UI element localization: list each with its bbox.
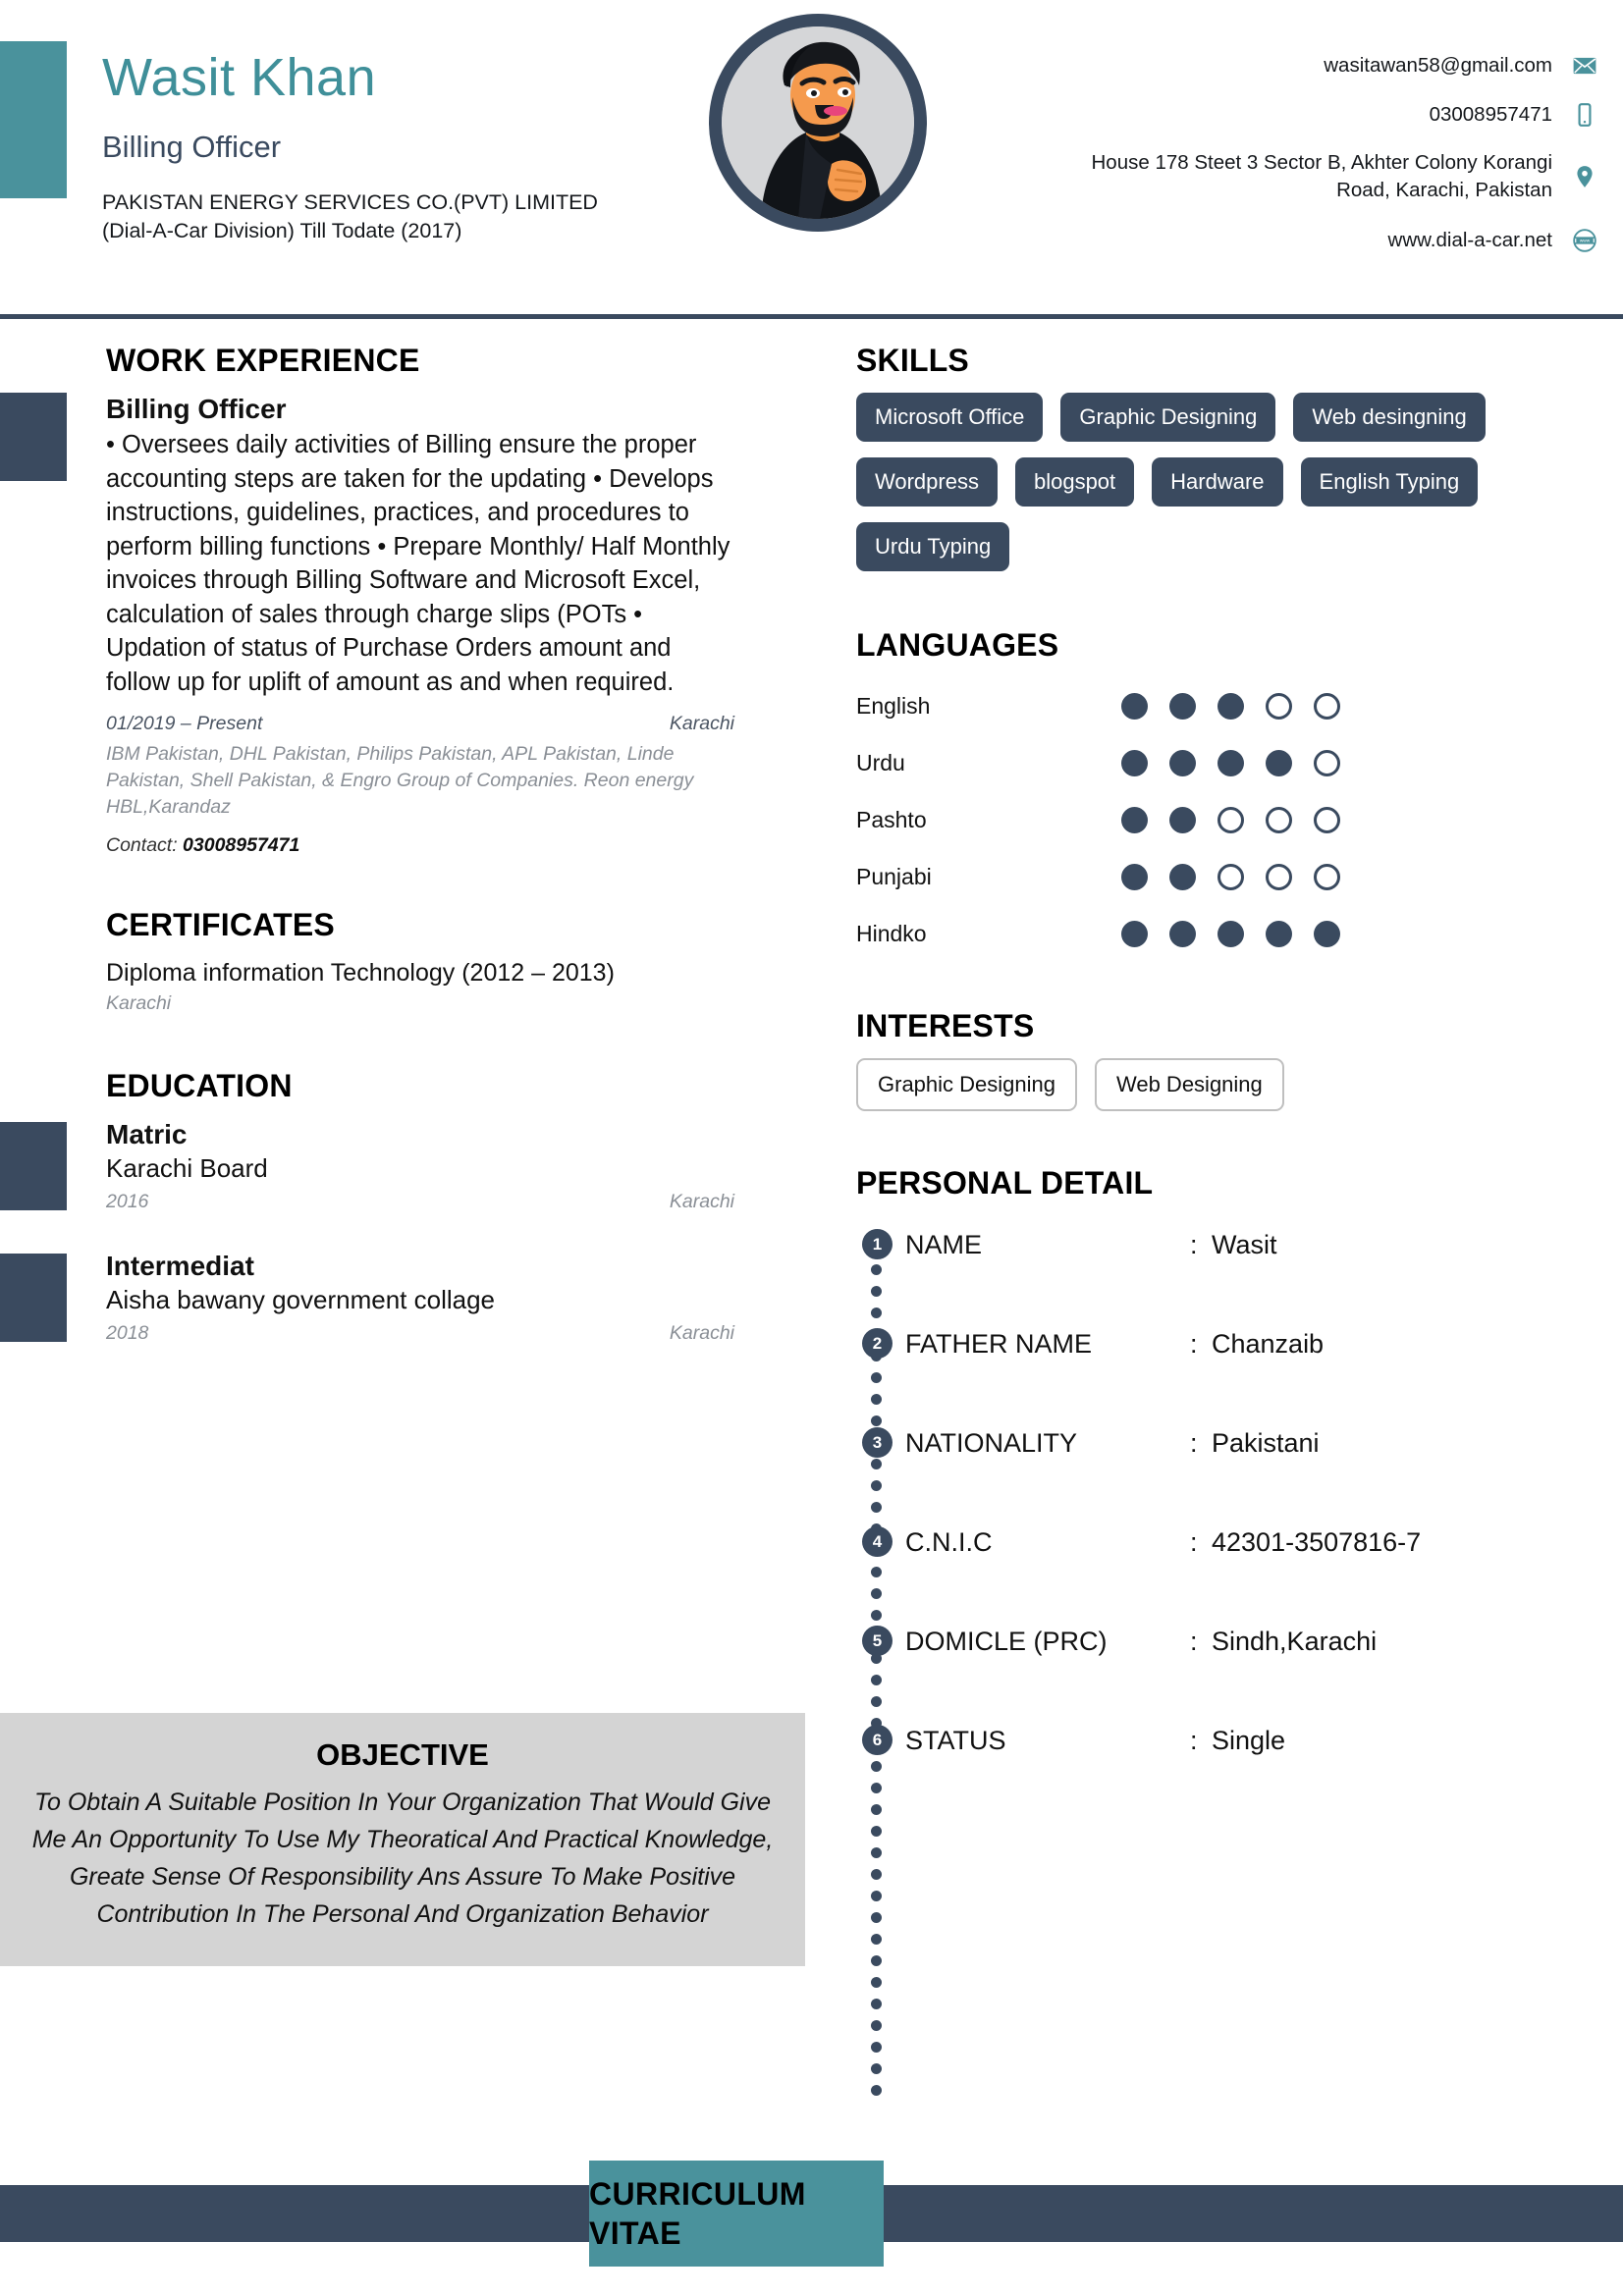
interests-section	[856, 1007, 1602, 1111]
certificates-heading: CERTIFICATES	[106, 907, 335, 942]
skills-chip-list	[856, 393, 1583, 571]
education-item	[0, 1118, 815, 1214]
job-contact	[106, 832, 709, 859]
avatar-illustration-icon	[722, 27, 914, 219]
job-title: Billing Officer	[106, 394, 287, 424]
avatar-photo	[722, 27, 914, 219]
personal-detail-separator: :	[1190, 1329, 1198, 1359]
left-column	[0, 342, 815, 1346]
language-name: English	[856, 693, 931, 719]
certificates-section	[0, 906, 815, 1016]
envelope-icon	[1570, 51, 1599, 80]
language-name: Hindko	[856, 921, 927, 946]
contact-email-row[interactable]	[1010, 51, 1599, 80]
languages-heading: LANGUAGES	[856, 627, 1059, 663]
personal-detail-section	[856, 1164, 1602, 1784]
language-name: Punjabi	[856, 864, 932, 889]
job-period-row	[106, 711, 734, 737]
skill-chip[interactable]: Urdu Typing	[856, 522, 1009, 571]
job-clients: IBM Pakistan, DHL Pakistan, Philips Pakistan, APL Pakistan, Linde Pakistan, Shell Pakistan, & Engro Group of Companies. Reon energy HBL,Karandaz	[106, 743, 694, 818]
skill-chip[interactable]: Hardware	[1152, 457, 1282, 507]
language-rating	[1121, 750, 1340, 776]
language-row	[856, 848, 1602, 905]
contact-website-row[interactable]	[1010, 226, 1599, 255]
education-heading: EDUCATION	[106, 1068, 293, 1103]
step-number-badge: 4	[862, 1526, 893, 1557]
mobile-icon	[1570, 100, 1599, 130]
personal-detail-row	[856, 1725, 1602, 1784]
education-degree: Intermediat	[106, 1251, 254, 1281]
personal-detail-label: FATHER NAME	[905, 1329, 1093, 1359]
personal-detail-separator: :	[1190, 1230, 1198, 1259]
skill-chip[interactable]: Graphic Designing	[1060, 393, 1275, 442]
personal-detail-label: NATIONALITY	[905, 1428, 1078, 1458]
skill-chip[interactable]: Web desingning	[1293, 393, 1485, 442]
contact-address-row	[1010, 149, 1599, 204]
work-experience-heading: WORK EXPERIENCE	[106, 343, 420, 378]
education-year: 2018	[106, 1322, 149, 1344]
step-number-badge: 2	[862, 1328, 893, 1359]
current-company	[102, 188, 652, 245]
education-location: Karachi	[669, 1322, 734, 1344]
contact-phone: 03008957471	[1429, 103, 1552, 126]
personal-detail-separator: :	[1190, 1428, 1198, 1458]
step-number-badge: 1	[862, 1229, 893, 1259]
personal-detail-value: 42301-3507816-7	[1212, 1527, 1422, 1557]
personal-detail-value: Wasit	[1212, 1230, 1277, 1259]
personal-detail-heading: PERSONAL DETAIL	[856, 1165, 1154, 1201]
certificate-title: Diploma information Technology (2012 – 2013)	[106, 959, 615, 987]
personal-detail-separator: :	[1190, 1527, 1198, 1557]
personal-detail-value: Chanzaib	[1212, 1329, 1325, 1359]
contact-website: www.dial-a-car.net	[1387, 229, 1552, 251]
education-degree: Matric	[106, 1119, 188, 1149]
personal-detail-list	[856, 1229, 1602, 1784]
work-accent-bar	[0, 393, 67, 481]
personal-detail-separator: :	[1190, 1627, 1198, 1656]
language-rating	[1121, 807, 1340, 833]
job-contact-label: Contact:	[106, 834, 178, 856]
personal-detail-row	[856, 1626, 1602, 1725]
education-meta	[106, 1320, 734, 1346]
skills-heading: SKILLS	[856, 343, 969, 378]
skill-chip[interactable]: Wordpress	[856, 457, 998, 507]
personal-detail-label: STATUS	[905, 1726, 1006, 1755]
personal-detail-label: DOMICLE (PRC)	[905, 1627, 1108, 1656]
contact-address: House 178 Steet 3 Sector B, Akhter Colony Korangi Road, Karachi, Pakistan	[1091, 151, 1552, 201]
job-description: • Oversees daily activities of Billing ensure the proper accounting steps are taken for the updating • Develops instructions, guidelines, practices, and procedures to perform billing functions • Prepare Monthly/ Half Monthly invoices through Billing Software and Microsoft Excel, calculation of sales through charge slips (POTs • Updation of status of Purchase Orders amount and follow up for uplift of amount as and when required.	[106, 431, 730, 696]
skill-chip[interactable]: English Typing	[1301, 457, 1479, 507]
personal-detail-row	[856, 1427, 1602, 1526]
objective-heading: OBJECTIVE	[316, 1737, 489, 1772]
education-accent-bar	[0, 1254, 67, 1342]
language-row	[856, 734, 1602, 791]
personal-detail-label: C.N.I.C	[905, 1527, 993, 1557]
education-location: Karachi	[669, 1191, 734, 1212]
avatar	[709, 14, 927, 232]
language-name: Urdu	[856, 750, 905, 775]
education-year: 2016	[106, 1191, 149, 1212]
header-teal-accent-bar	[0, 41, 67, 198]
language-name: Pashto	[856, 807, 927, 832]
education-school: Karachi Board	[106, 1153, 268, 1183]
www-globe-icon	[1570, 226, 1599, 255]
interest-chip[interactable]: Web Designing	[1095, 1058, 1284, 1111]
header-divider	[0, 314, 1623, 319]
certificate-location: Karachi	[106, 992, 172, 1014]
personal-detail-value: Single	[1212, 1726, 1286, 1755]
svg-text:www: www	[1579, 239, 1591, 244]
contact-phone-row[interactable]	[1010, 100, 1599, 130]
job-location: Karachi	[669, 713, 734, 734]
education-accent-bar	[0, 1122, 67, 1210]
personal-detail-label: NAME	[905, 1230, 983, 1259]
candidate-name: Wasit Khan	[102, 48, 377, 107]
education-meta	[106, 1189, 734, 1214]
languages-section	[856, 626, 1602, 962]
language-rating	[1121, 693, 1340, 720]
language-row	[856, 905, 1602, 962]
job-contact-value: 03008957471	[183, 834, 300, 856]
candidate-role: Billing Officer	[102, 130, 282, 164]
skill-chip[interactable]: Microsoft Office	[856, 393, 1043, 442]
interests-heading: INTERESTS	[856, 1008, 1035, 1043]
contact-block	[1010, 51, 1599, 275]
interests-chip-list	[856, 1058, 1583, 1111]
objective-section	[0, 1713, 805, 1966]
skills-section	[856, 342, 1602, 571]
right-column	[856, 342, 1602, 1784]
step-number-badge: 5	[862, 1626, 893, 1656]
language-row	[856, 677, 1602, 734]
personal-detail-row	[856, 1328, 1602, 1427]
step-number-badge: 6	[862, 1725, 893, 1755]
header	[0, 0, 1623, 318]
education-item	[0, 1250, 815, 1346]
language-rating	[1121, 921, 1340, 947]
work-experience-section	[0, 342, 815, 859]
footer-badge	[589, 2161, 884, 2267]
step-number-badge: 3	[862, 1427, 893, 1458]
personal-detail-row	[856, 1526, 1602, 1626]
company-line-1: PAKISTAN ENERGY SERVICES CO.(PVT) LIMITED	[102, 190, 598, 214]
footer-label: CURRICULUM VITAE	[589, 2176, 806, 2251]
language-row	[856, 791, 1602, 848]
location-pin-icon	[1570, 162, 1599, 191]
education-section	[0, 1067, 815, 1346]
skill-chip[interactable]: blogspot	[1015, 457, 1134, 507]
contact-email: wasitawan58@gmail.com	[1324, 54, 1552, 77]
personal-detail-value: Sindh,Karachi	[1212, 1627, 1378, 1656]
language-rating	[1121, 864, 1340, 890]
languages-list	[856, 677, 1602, 962]
personal-detail-separator: :	[1190, 1726, 1198, 1755]
company-line-2: (Dial-A-Car Division) Till Todate (2017)	[102, 219, 462, 242]
interest-chip[interactable]: Graphic Designing	[856, 1058, 1077, 1111]
personal-detail-value: Pakistani	[1212, 1428, 1320, 1458]
objective-text: To Obtain A Suitable Position In Your Organization That Would Give Me An Opportunity To Use My Theoratical And Practical Knowledge, Greate Sense Of Responsibility Ans Assure To Make Positive Contribution In The Personal And Organization Behavior	[31, 1789, 774, 1928]
personal-detail-row	[856, 1229, 1602, 1328]
education-school: Aisha bawany government collage	[106, 1285, 496, 1314]
job-period: 01/2019 – Present	[106, 713, 263, 734]
